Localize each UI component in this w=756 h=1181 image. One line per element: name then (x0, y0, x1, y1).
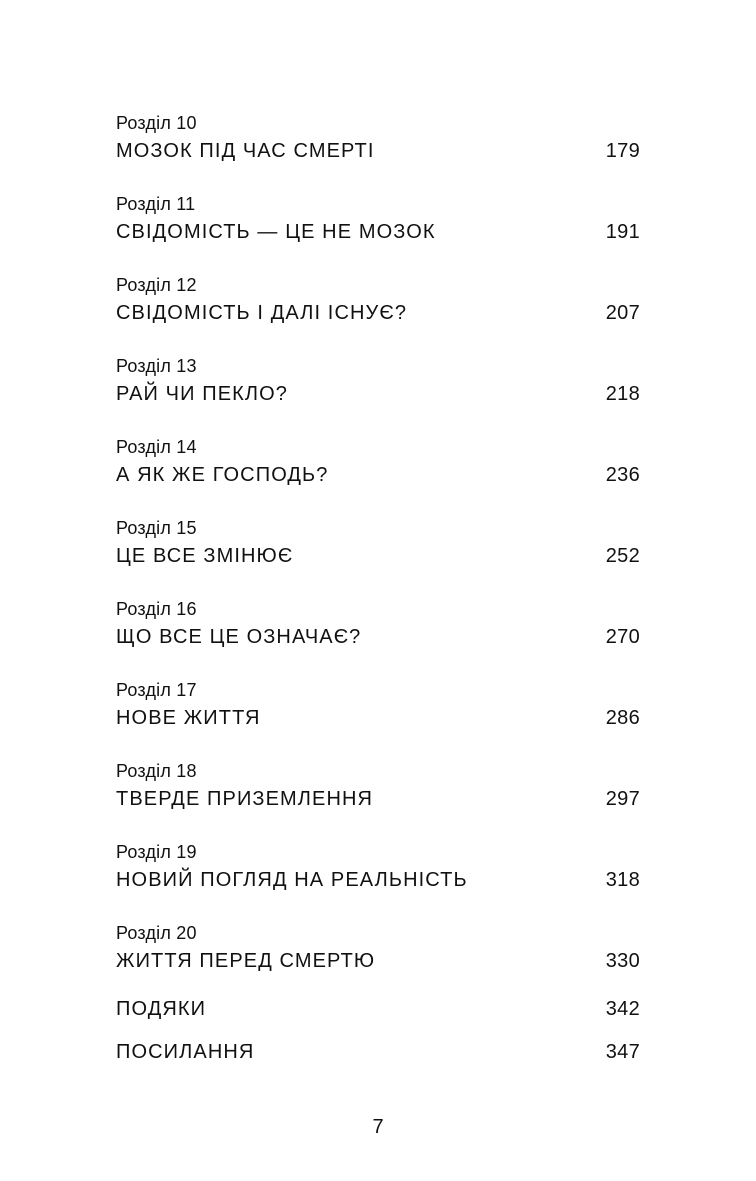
toc-entry-references[interactable] (116, 1037, 640, 1068)
page-number: 330 (605, 950, 640, 972)
page-number: 179 (605, 140, 640, 162)
chapter-title: НОВИЙ ПОГЛЯД НА РЕАЛЬНІСТЬ (116, 869, 468, 891)
page-number: 207 (605, 302, 640, 324)
page-number: 286 (605, 707, 640, 729)
chapter-title: МОЗОК ПІД ЧАС СМЕРТІ (116, 140, 375, 162)
page-number: 318 (605, 869, 640, 891)
page-number: 236 (605, 464, 640, 486)
section-title: ПОДЯКИ (116, 998, 207, 1020)
chapter-title: СВІДОМІСТЬ — ЦЕ НЕ МОЗОК (116, 221, 436, 243)
footer-page-number: 7 (372, 1116, 384, 1138)
page-number: 218 (605, 383, 640, 405)
chapter-title: ЩО ВСЕ ЦЕ ОЗНАЧАЄ? (116, 626, 362, 648)
chapter-title: ЖИТТЯ ПЕРЕД СМЕРТЮ (116, 950, 376, 972)
chapter-title: ЦЕ ВСЕ ЗМІНЮЄ (116, 545, 294, 567)
chapter-label: Розділ 13 (116, 356, 197, 376)
chapter-title: А ЯК ЖЕ ГОСПОДЬ? (116, 464, 329, 486)
chapter-title: СВІДОМІСТЬ І ДАЛІ ІСНУЄ? (116, 302, 408, 324)
toc-entry-chapter-17[interactable] (116, 677, 640, 734)
chapter-title: РАЙ ЧИ ПЕКЛО? (116, 383, 289, 405)
chapter-label: Розділ 15 (116, 518, 197, 538)
page-number: 252 (605, 545, 640, 567)
toc-entry-chapter-19[interactable] (116, 839, 640, 896)
toc-entry-chapter-16[interactable] (116, 596, 640, 653)
page-number: 347 (605, 1041, 640, 1063)
page-number: 270 (605, 626, 640, 648)
chapter-label: Розділ 11 (116, 194, 196, 214)
chapter-label: Розділ 18 (116, 761, 197, 781)
toc-entry-chapter-20[interactable] (116, 920, 640, 977)
chapter-title: НОВЕ ЖИТТЯ (116, 707, 261, 729)
toc-entry-acknowledgements[interactable] (116, 994, 640, 1025)
toc-entry-chapter-12[interactable] (116, 272, 640, 329)
page-number: 297 (605, 788, 640, 810)
chapter-label: Розділ 10 (116, 113, 197, 133)
chapter-label: Розділ 16 (116, 599, 197, 619)
chapter-label: Розділ 20 (116, 923, 197, 943)
page-number: 191 (605, 221, 640, 243)
chapter-title: ТВЕРДЕ ПРИЗЕМЛЕННЯ (116, 788, 374, 810)
toc-entry-chapter-18[interactable] (116, 758, 640, 815)
page-number: 342 (605, 998, 640, 1020)
chapter-label: Розділ 17 (116, 680, 197, 700)
chapter-label: Розділ 14 (116, 437, 197, 457)
toc-entry-chapter-10[interactable] (116, 110, 640, 167)
table-of-contents (116, 110, 640, 1080)
section-title: ПОСИЛАННЯ (116, 1041, 255, 1063)
toc-entry-chapter-14[interactable] (116, 434, 640, 491)
chapter-label: Розділ 12 (116, 275, 197, 295)
chapter-label: Розділ 19 (116, 842, 197, 862)
toc-entry-chapter-15[interactable] (116, 515, 640, 572)
toc-entry-chapter-13[interactable] (116, 353, 640, 410)
toc-entry-chapter-11[interactable] (116, 191, 640, 248)
